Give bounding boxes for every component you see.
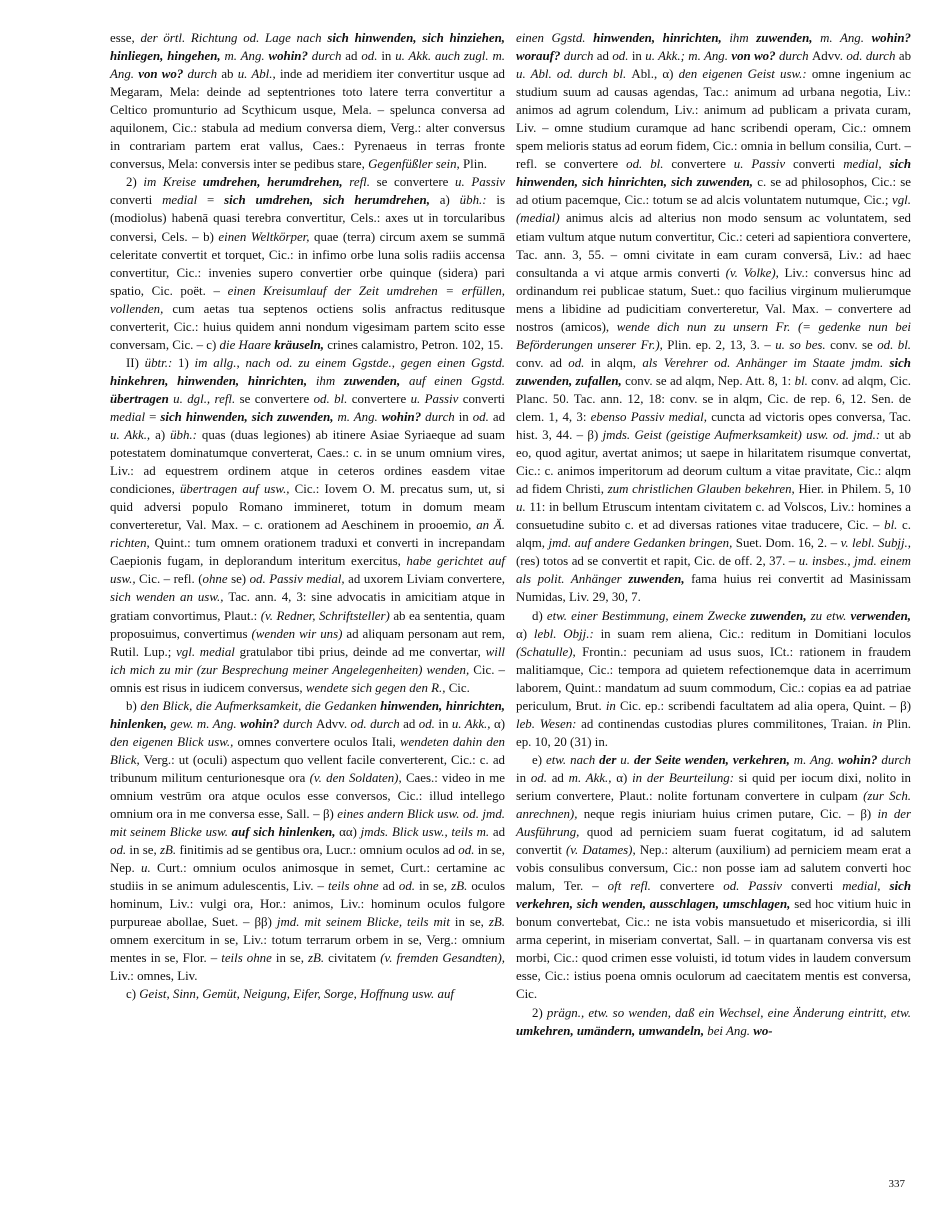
roman-text: ab: [898, 49, 912, 64]
roman-text: c. alqm,: [516, 518, 911, 551]
roman-text: in se,: [454, 915, 489, 930]
italic-gloss: einen Ggstd.: [516, 31, 594, 45]
bold-term: kräuseln,: [274, 337, 324, 352]
italic-gloss: im allg., nach od. zu einem Ggstde., gegen einen Ggstd.: [194, 355, 505, 370]
bold-term: wohin?: [268, 49, 308, 64]
italic-gloss: wendeten dahin den Blick,: [110, 734, 505, 767]
roman-text: in: [381, 49, 396, 64]
italic-gloss: jmds. Blick usw., teils m.: [360, 825, 493, 840]
italic-gloss: u. Passiv: [733, 157, 794, 172]
bold-term: zuwenden,: [628, 572, 685, 587]
roman-text: ad: [403, 716, 419, 731]
bold-term: hinwenden, hinrichten,: [593, 31, 722, 45]
entry-paragraph: [516, 29, 911, 607]
italic-gloss: durch: [877, 752, 911, 767]
italic-gloss: od. bl.: [877, 337, 911, 352]
roman-text: (res) totos ad se convertit et rapit, Cic. de off. 2, 37. –: [516, 554, 799, 569]
italic-gloss: u. Akk. auch zugl. m. Ang.: [110, 49, 505, 82]
roman-text: 1): [178, 355, 195, 370]
entry-paragraph: [516, 607, 911, 751]
roman-text: in: [516, 770, 531, 785]
roman-text: ad: [492, 825, 506, 840]
entry-paragraph: [110, 985, 505, 1003]
roman-text: quas (duas legiones) ab itinere Asiae Syriaeque ad suam potestatem dominatumque converterat, Caes.: c. in se unum omnium vires, Liv.: ad equestrem ordinem atque in ceteros ordines easdem vitae condiciones,: [110, 428, 505, 497]
italic-gloss: den Blick, die Aufmerksamkeit, die Gedanken: [140, 698, 381, 713]
italic-gloss: zum christlichen Glauben bekehren,: [607, 482, 799, 497]
roman-text: converti: [793, 157, 844, 172]
italic-gloss: ihm: [307, 373, 344, 388]
roman-text: Caes.: video in me omnium vestrūm ora atque oculos esse conversos, Cic.: illud intellego omnium ora in me conversa esse, Sall. – β): [110, 770, 505, 822]
roman-text: c): [126, 987, 140, 1002]
roman-text: ab ea sententia, quam proposuimus, convertimus: [110, 608, 505, 641]
roman-text: Cic.: [448, 680, 470, 695]
roman-text: ad: [345, 49, 362, 64]
roman-text: conv. ad alqm, Cic. Planc. 50. Tac. ann. 12, 18: conv. se in alqm, Cic. de rep. 6, 12. Sen. de clem. 1, 4, 3:: [516, 373, 912, 424]
right-column: [516, 29, 911, 1040]
roman-text: neque regis iniuriam huius crimen putare, Cic. – β): [583, 807, 878, 822]
italic-gloss: auf einen Ggstd.: [400, 373, 505, 388]
roman-text: 2): [126, 175, 144, 190]
italic-gloss: od.: [361, 49, 382, 64]
italic-gloss: od.: [568, 355, 591, 370]
bold-term: zuwenden,: [343, 373, 401, 388]
bold-term: umkehren, umändern, umwandeln,: [516, 1023, 705, 1038]
roman-text: se convertere: [376, 175, 456, 190]
italic-gloss: im Kreise: [143, 175, 203, 190]
roman-text: finitimis ad se gentibus ora, Lucr.: omnium oculos ad: [179, 843, 459, 858]
roman-text: gratulabor tibi prius, deinde ad me convertar,: [239, 644, 486, 659]
italic-gloss: u. Passiv: [455, 175, 506, 190]
italic-gloss: u. so bes.: [775, 337, 831, 352]
italic-gloss: (v. fremden Gesandten),: [380, 951, 506, 966]
roman-text: is (modiolus) habenā quasi terebra convertitur, Cels.: axes ut in torcularibus conversi, Cels. – b): [110, 193, 505, 244]
bold-term: wohin?: [240, 716, 280, 731]
roman-text: convertere: [659, 879, 724, 894]
italic-gloss: od.: [472, 409, 493, 424]
italic-gloss: zB.: [451, 879, 472, 894]
italic-gloss: u. Abl.,: [237, 67, 280, 82]
roman-text: converti: [462, 391, 505, 406]
italic-gloss: durch: [421, 409, 459, 424]
italic-gloss: vgl. (medial): [516, 193, 911, 226]
left-column: [110, 29, 505, 1004]
roman-text: Liv.: conversus hinc ad ordinandum rei publicae statum, Suet.: quo facilius virginum mulierumque mens a libidine ad pudicitiam converteretur, Val. Max. – convertere ad nostros (amicos),: [516, 265, 911, 334]
italic-gloss: m. Ang.: [333, 409, 382, 424]
italic-gloss: (v. den Soldaten),: [309, 770, 406, 785]
italic-gloss: u. Akk.; m. Ang.: [645, 49, 732, 64]
entry-paragraph: [110, 354, 505, 697]
italic-gloss: leb. Wesen:: [516, 716, 582, 731]
italic-gloss: jmd. mit seinem Blicke, teils mit: [276, 915, 455, 930]
bold-term: der: [599, 752, 617, 767]
italic-gloss: will ich mich zu mir (zur Besprechung meiner Angelegenheiten) wenden,: [110, 644, 505, 677]
italic-gloss: refl.: [342, 175, 377, 190]
roman-text: α): [616, 770, 633, 785]
italic-gloss: od. bl.: [313, 391, 352, 406]
entry-paragraph: [516, 1004, 911, 1040]
roman-text: in se,: [275, 951, 308, 966]
roman-text: ad: [551, 770, 569, 785]
bold-term: hinwenden, hinrichten, hinlenken,: [110, 698, 505, 731]
italic-gloss: od. bl.: [626, 157, 672, 172]
roman-text: Advv.: [811, 49, 847, 64]
italic-gloss: einen Kreisumlauf der Zeit umdrehen = erfüllen, vollenden,: [110, 283, 506, 316]
italic-gloss: jmds. Geist (geistige Aufmerksamkeit) usw. od. jmd.:: [602, 428, 885, 443]
italic-gloss: in: [872, 716, 888, 731]
italic-gloss: wendete sich gegen den R.,: [305, 680, 449, 695]
italic-gloss: an Ä. richten,: [110, 518, 505, 551]
italic-gloss: v. lebl. Subjj.,: [840, 536, 911, 551]
italic-gloss: u. dgl., refl.: [168, 391, 240, 406]
italic-gloss: od. Passiv medial,: [249, 572, 349, 587]
italic-gloss: übh.:: [459, 193, 497, 208]
roman-text: ab: [221, 67, 238, 82]
bold-term: der Seite wenden, verkehren,: [633, 752, 790, 767]
bold-term: sich zuwenden, zufallen,: [516, 355, 911, 388]
italic-gloss: jmd. auf andere Gedanken bringen,: [548, 536, 736, 551]
roman-text: conv. se ad alqm, Nep. Att. 8, 1:: [621, 373, 795, 388]
italic-gloss: od. durch: [350, 716, 404, 731]
roman-text: sed hoc vitium huic in bonum convertebat, Cic.: ne ista vobis mansuetudo et misericordia, si illi arma ceperint, in miseriam convertat, Sall. – in quartanam conversa vis est morbi, Cic.: quod crimen esse voluisti, id totum vides in laudem conversum esse, Cic.: istius poena omnis oculorum ad caecitatem mentis est conversa, Cic.: [516, 897, 911, 1002]
roman-text: esse,: [110, 31, 141, 45]
roman-text: in: [631, 49, 646, 64]
italic-gloss: (v. Volke),: [725, 265, 785, 280]
roman-text: se): [231, 572, 250, 587]
roman-text: Cic. ep.: scribendi facultatem ad alia opera, Quint. – β): [619, 698, 912, 713]
italic-gloss: durch: [307, 49, 346, 64]
bold-term: wo-: [753, 1023, 773, 1038]
roman-text: in se,: [419, 879, 452, 894]
roman-text: ad: [492, 409, 506, 424]
italic-gloss: medial: [110, 409, 150, 424]
bold-term: wohin?: [838, 752, 878, 767]
bold-term: sich hinwenden, sich hinrichten, sich zuwenden,: [516, 157, 912, 190]
roman-text: Verg.: ut (oculi) aspectum quo vellent facile converterent, Cic.: c. ad tribunum militum centurionesque ora: [110, 752, 505, 785]
italic-gloss: der örtl. Richtung od. Lage nach: [140, 31, 328, 45]
roman-text: animus alcis ad alterius non modo sensum ac voluntatem, sed etiam vultum atque nutum convertitur, Cic.: ceteri ad sapientiora convertere, Tac. ann. 3, 55. – omni civitate in eam curam conversā, Liv.: ad haec consultanda a vi atque armis converti: [516, 211, 911, 280]
bold-term: sich hinwenden, sich zuwenden,: [160, 409, 334, 424]
roman-text: d): [532, 608, 547, 623]
italic-gloss: od.: [530, 770, 552, 785]
roman-text: fama huius rei convertit ad Masinissam Numidas, Liv. 29, 30, 7.: [516, 572, 911, 605]
roman-text: in: [458, 409, 473, 424]
bold-term: zuwenden,: [750, 608, 807, 623]
roman-text: e): [532, 752, 546, 767]
italic-gloss: wende dich nun zu unsern Fr. (= gedenke nun bei Beförderungen unserer Fr.),: [516, 319, 911, 352]
italic-gloss: einen Weltkörper,: [218, 229, 315, 244]
italic-gloss: od.: [418, 716, 439, 731]
italic-gloss: zB.: [160, 843, 180, 858]
roman-text: 11: in bellum Etruscum intentam civitatem c. ad Volscos, Liv.: homines a consuetudine subito c. et ad diversas rationes vitae traducere, Cic. –: [516, 500, 911, 533]
bold-term: zuwenden,: [756, 31, 813, 45]
italic-gloss: teils ohne: [221, 951, 276, 966]
roman-text: conv. ad: [516, 355, 569, 370]
roman-text: ad uxorem Liviam convertere,: [348, 572, 506, 587]
bold-term: wohin? worauf?: [516, 31, 911, 64]
roman-text: converti: [110, 193, 163, 208]
italic-gloss: durch: [775, 49, 812, 64]
bold-term: verwenden,: [850, 608, 911, 623]
italic-gloss: bl.: [794, 373, 812, 388]
italic-gloss: sich wenden an usw.,: [110, 590, 229, 605]
italic-gloss: od. Passiv: [723, 879, 791, 894]
italic-gloss: u. Akk.,: [110, 428, 156, 443]
roman-text: Liv.: omnes, Liv.: [110, 969, 198, 984]
roman-text: Hier. in Philem. 5, 10: [798, 482, 911, 497]
roman-text: in alqm,: [590, 355, 643, 370]
italic-gloss: durch: [279, 716, 317, 731]
italic-gloss: vgl. medial: [176, 644, 240, 659]
bold-term: übertragen: [110, 391, 169, 406]
roman-text: quae (terra) circum axem se summā celeritate convertit et torquet, Cic.: in infimo orbe luna solis radiis accensa convertitur, Cic.: invenies supero convertier orbe quinque (sidera) pari spatio, Cic. poët. –: [110, 229, 506, 298]
italic-gloss: etw. einer Bestimmung, einem Zwecke: [546, 608, 751, 623]
italic-gloss: od.: [612, 49, 632, 64]
roman-text: civitatem: [328, 951, 381, 966]
italic-gloss: zB.: [488, 915, 505, 930]
italic-gloss: medial,: [843, 157, 890, 172]
entry-paragraph: [110, 29, 505, 173]
roman-text: c. se ad philosophos, Cic.: se ad otium pacemque, Cic.: totum se ad alcis voluntatem nutumque, Cic.;: [516, 175, 912, 208]
italic-gloss: u.: [141, 861, 157, 876]
italic-gloss: bei Ang.: [704, 1023, 754, 1038]
roman-text: Frontin.: pecuniam ad usus suos, ICt.: rationem in fraudem malitiamque, Cic.: tempora ad quietem refectionemque data in acerrimum laborem, Quint.: mandatum ad suum commodum, Cic.: copias ea ad patriae periculum, Brut.: [516, 644, 911, 713]
italic-gloss: zB.: [308, 951, 329, 966]
bold-term: sich umdrehen, sich herumdrehen,: [224, 193, 430, 208]
italic-gloss: u.: [516, 500, 530, 515]
roman-text: Plin. ep. 10, 20 (31) in.: [516, 716, 912, 749]
roman-text: ad: [382, 879, 399, 894]
roman-text: conv. se: [830, 337, 878, 352]
roman-text: convertere: [671, 157, 734, 172]
italic-gloss: (zur Sch. anrechnen),: [516, 788, 911, 822]
roman-text: cum aetas tua septenos octiens solis anfractus reditusque converterit, Cic.: huius quidem anni nondum vigesimam partem scito esse conversam, Cic. – c): [110, 301, 505, 352]
entry-paragraph: [110, 173, 505, 353]
italic-gloss: u. Abl. od. durch bl.: [516, 67, 632, 82]
roman-text: Plin. ep. 2, 13, 3. –: [667, 337, 776, 352]
roman-text: Plin.: [459, 157, 487, 172]
italic-gloss: den eigenen Geist usw.:: [678, 67, 812, 82]
roman-text: =: [149, 409, 161, 424]
roman-text: αα): [335, 825, 361, 840]
roman-text: a): [155, 428, 171, 443]
italic-gloss: eines andern Blick usw. od. jmd. mit seinem Blicke usw.: [110, 807, 505, 840]
roman-text: a): [429, 193, 460, 208]
roman-text: Suet. Dom. 16, 2. –: [735, 536, 841, 551]
bold-term: auf sich hinlenken,: [231, 825, 336, 840]
italic-gloss: medial,: [842, 879, 890, 894]
bold-term: sich hinwenden, sich hinziehen, hinliegen, hingehen,: [110, 31, 506, 64]
roman-text: Cic. – refl. (: [139, 572, 203, 587]
roman-text: Abl., α): [631, 67, 679, 82]
bold-term: von wo?: [138, 67, 184, 82]
roman-text: se convertere: [239, 391, 314, 406]
roman-text: =: [207, 193, 225, 208]
italic-gloss: u. Akk.,: [451, 716, 494, 731]
bold-term: wohin?: [381, 409, 422, 424]
italic-gloss: ihm: [721, 31, 757, 45]
italic-gloss: gew. m. Ang.: [166, 716, 241, 731]
bold-term: umdrehen, herumdrehen,: [202, 175, 343, 190]
italic-gloss: durch: [560, 49, 597, 64]
roman-text: Quint.: tum omnem orationem traduxi et converti in increpandam Caepionis fugam, in deplorandum interitum exercitus,: [110, 536, 505, 569]
italic-gloss: m. Ang.: [220, 49, 269, 64]
italic-gloss: u. Passiv: [410, 391, 463, 406]
italic-gloss: m. Ang.: [789, 752, 838, 767]
italic-gloss: in der Ausführung,: [516, 807, 912, 840]
bold-term: sich verkehren, sich wenden, ausschlagen, umschlagen,: [516, 879, 912, 912]
bold-term: von wo?: [731, 49, 776, 64]
roman-text: convertere: [351, 391, 411, 406]
italic-gloss: ohne: [202, 572, 232, 587]
roman-text: Cic. – omnis est risus in iudicem conversus,: [110, 662, 505, 695]
italic-gloss: teils ohne: [328, 879, 383, 894]
italic-gloss: ebenso Passiv medial,: [590, 409, 712, 424]
italic-gloss: (Schatulle),: [516, 644, 583, 659]
roman-text: in: [438, 716, 452, 731]
roman-text: in suam rem aliena, Cic.: reditum in Domitiani loculos: [600, 626, 911, 641]
roman-text: Curt.: omnium oculos animosque in semet, Curt.: certamine ac studiis in se animum adulescentis, Liv. –: [110, 861, 505, 894]
italic-gloss: die Haare: [219, 337, 275, 352]
italic-gloss: übertragen auf usw.,: [179, 482, 295, 497]
entry-paragraph: [516, 751, 911, 1004]
italic-gloss: (v. Redner, Schriftsteller): [260, 608, 394, 623]
roman-text: cuncta ad victoris opes conversa, Tac. hist. 3, 44. – β): [516, 409, 911, 443]
italic-gloss: bl.: [884, 518, 903, 533]
italic-gloss: u. insbes., jmd. einem als polit. Anhänger: [516, 554, 911, 587]
roman-text: in se, Nep.: [110, 843, 506, 876]
roman-text: in se,: [129, 843, 161, 858]
entry-paragraph: [110, 697, 505, 986]
italic-gloss: medial: [162, 193, 208, 208]
roman-text: Cic.: Iovem O. M. precatus sum, ut, si quid adversi populo Romano immineret, totum in domum meam converteretur, Val. Max. – c. orationem ad Aeschinem in prooemio,: [110, 482, 505, 533]
italic-gloss: übtr.:: [144, 355, 179, 370]
italic-gloss: (wenden wir uns): [251, 626, 347, 641]
italic-gloss: m. Ang.: [812, 31, 872, 45]
roman-text: ad aliquam personam aut rem, Rutil. Lup.;: [110, 626, 505, 659]
italic-gloss: habe gerichtet auf usw.,: [110, 554, 505, 587]
roman-text: Tac. ann. 4, 3: sine advocatis in amicitiam atque in gratiam convortimus, Plaut.:: [110, 590, 505, 623]
italic-gloss: od.: [458, 843, 478, 858]
roman-text: inde ad meridiem iter convertitur usque ad Megaram, Mela: deinde ad septentriones toto latere terra convertitur a Celtico promunturio ad Scythicum usque, Mela. – spelunca conversa ad aquilonem, Cic.: stabula ad medium conversa diem, Verg.: alter conversus in contrariam partem erat vallus, Caes.: Pyrenaeus in terras fronte conversus, Mela: conversis inter se pedibus stare,: [110, 67, 505, 172]
italic-gloss: od.: [398, 879, 420, 894]
roman-text: ad continendas custodias plures commilitones, Traian.: [581, 716, 873, 731]
roman-text: 2): [532, 1005, 547, 1020]
roman-text: crines calamistro, Petron. 102, 15.: [324, 337, 504, 352]
italic-gloss: prägn., etw. so wenden, daß ein Wechsel, eine Änderung eintritt, etw.: [546, 1005, 911, 1020]
roman-text: α): [516, 626, 534, 641]
roman-text: b): [126, 698, 141, 713]
roman-text: II): [126, 355, 145, 370]
italic-gloss: Gegenfüßler sein,: [368, 157, 460, 172]
italic-gloss: zu etw.: [806, 608, 851, 623]
roman-text: quod ad perniciem suam fuerat cogitatum, id ad salutem convertit: [516, 825, 912, 858]
roman-text: ad: [596, 49, 613, 64]
italic-gloss: m. Akk.,: [568, 770, 617, 785]
italic-gloss: (v. Datames),: [565, 843, 640, 858]
bold-term: hinkehren, hinwenden, hinrichten,: [110, 373, 308, 388]
roman-text: Nep.: alterum (auxilium) ad perniciem meam erat a vobis consulibus conversum, Cic.: non posse iam ad salutem converti hoc malum, Ter. –: [516, 843, 911, 894]
roman-text: α): [493, 716, 505, 731]
roman-text: Advv.: [316, 716, 351, 731]
italic-gloss: etw. nach: [545, 752, 600, 767]
roman-text: oculos hominum, Liv.: vulgi ora, Hor.: animos, Liv.: hominum oculos fulgore purpureae abollae, Suet. – ββ): [110, 879, 505, 930]
roman-text: omnem exercitum in se, Liv.: totum terrarum orbem in se, Verg.: omnium mentes in se, Flor. –: [110, 933, 505, 966]
roman-text: si quid per iocum dixi, nolito in serium convertere, Plaut.: nolite fortunam convertere in culpam: [516, 770, 912, 803]
roman-text: omne ingenium ac studium suum ad causas agendas, Tac.: animum ad urbana negotia, Liv.: animos ad agrum colendum, Liv.: animum ad publicam a privata curam, Liv. – omne studium curamque ad hanc scribendi operam, Cic.: omnem spem melioris status ad eorum fidem, Cic.: omnia in bellum consilia, Curt. – refl. se convertere: [516, 67, 911, 172]
italic-gloss: Geist, Sinn, Gemüt, Neigung, Eifer, Sorge, Hoffnung usw. auf: [139, 987, 454, 1002]
italic-gloss: lebl. Objj.:: [533, 626, 601, 641]
italic-gloss: als Verehrer od. Anhänger im Staate jmdm.: [642, 355, 890, 370]
italic-gloss: od.: [110, 843, 130, 858]
roman-text: omnes convertere oculos Itali,: [237, 734, 400, 749]
roman-text: converti: [791, 879, 843, 894]
italic-gloss: übh.:: [170, 428, 202, 443]
italic-gloss: in der Beurteilung:: [632, 770, 739, 785]
italic-gloss: oft refl.: [607, 879, 660, 894]
italic-gloss: durch: [183, 67, 222, 82]
italic-gloss: in: [605, 698, 620, 713]
page-number: 337: [888, 1178, 905, 1190]
italic-gloss: u.: [616, 752, 634, 767]
italic-gloss: od. durch: [846, 49, 899, 64]
roman-text: ut ab eo, quod agitur, avertat animos; ut saepe in hilaritatem risumque convertat, Cic.: c. animos imperitorum ad deorum cultum a vitae pravitate, Cic.: alqm ad fidem Christi,: [516, 428, 911, 497]
italic-gloss: den eigenen Blick usw.,: [110, 734, 238, 749]
